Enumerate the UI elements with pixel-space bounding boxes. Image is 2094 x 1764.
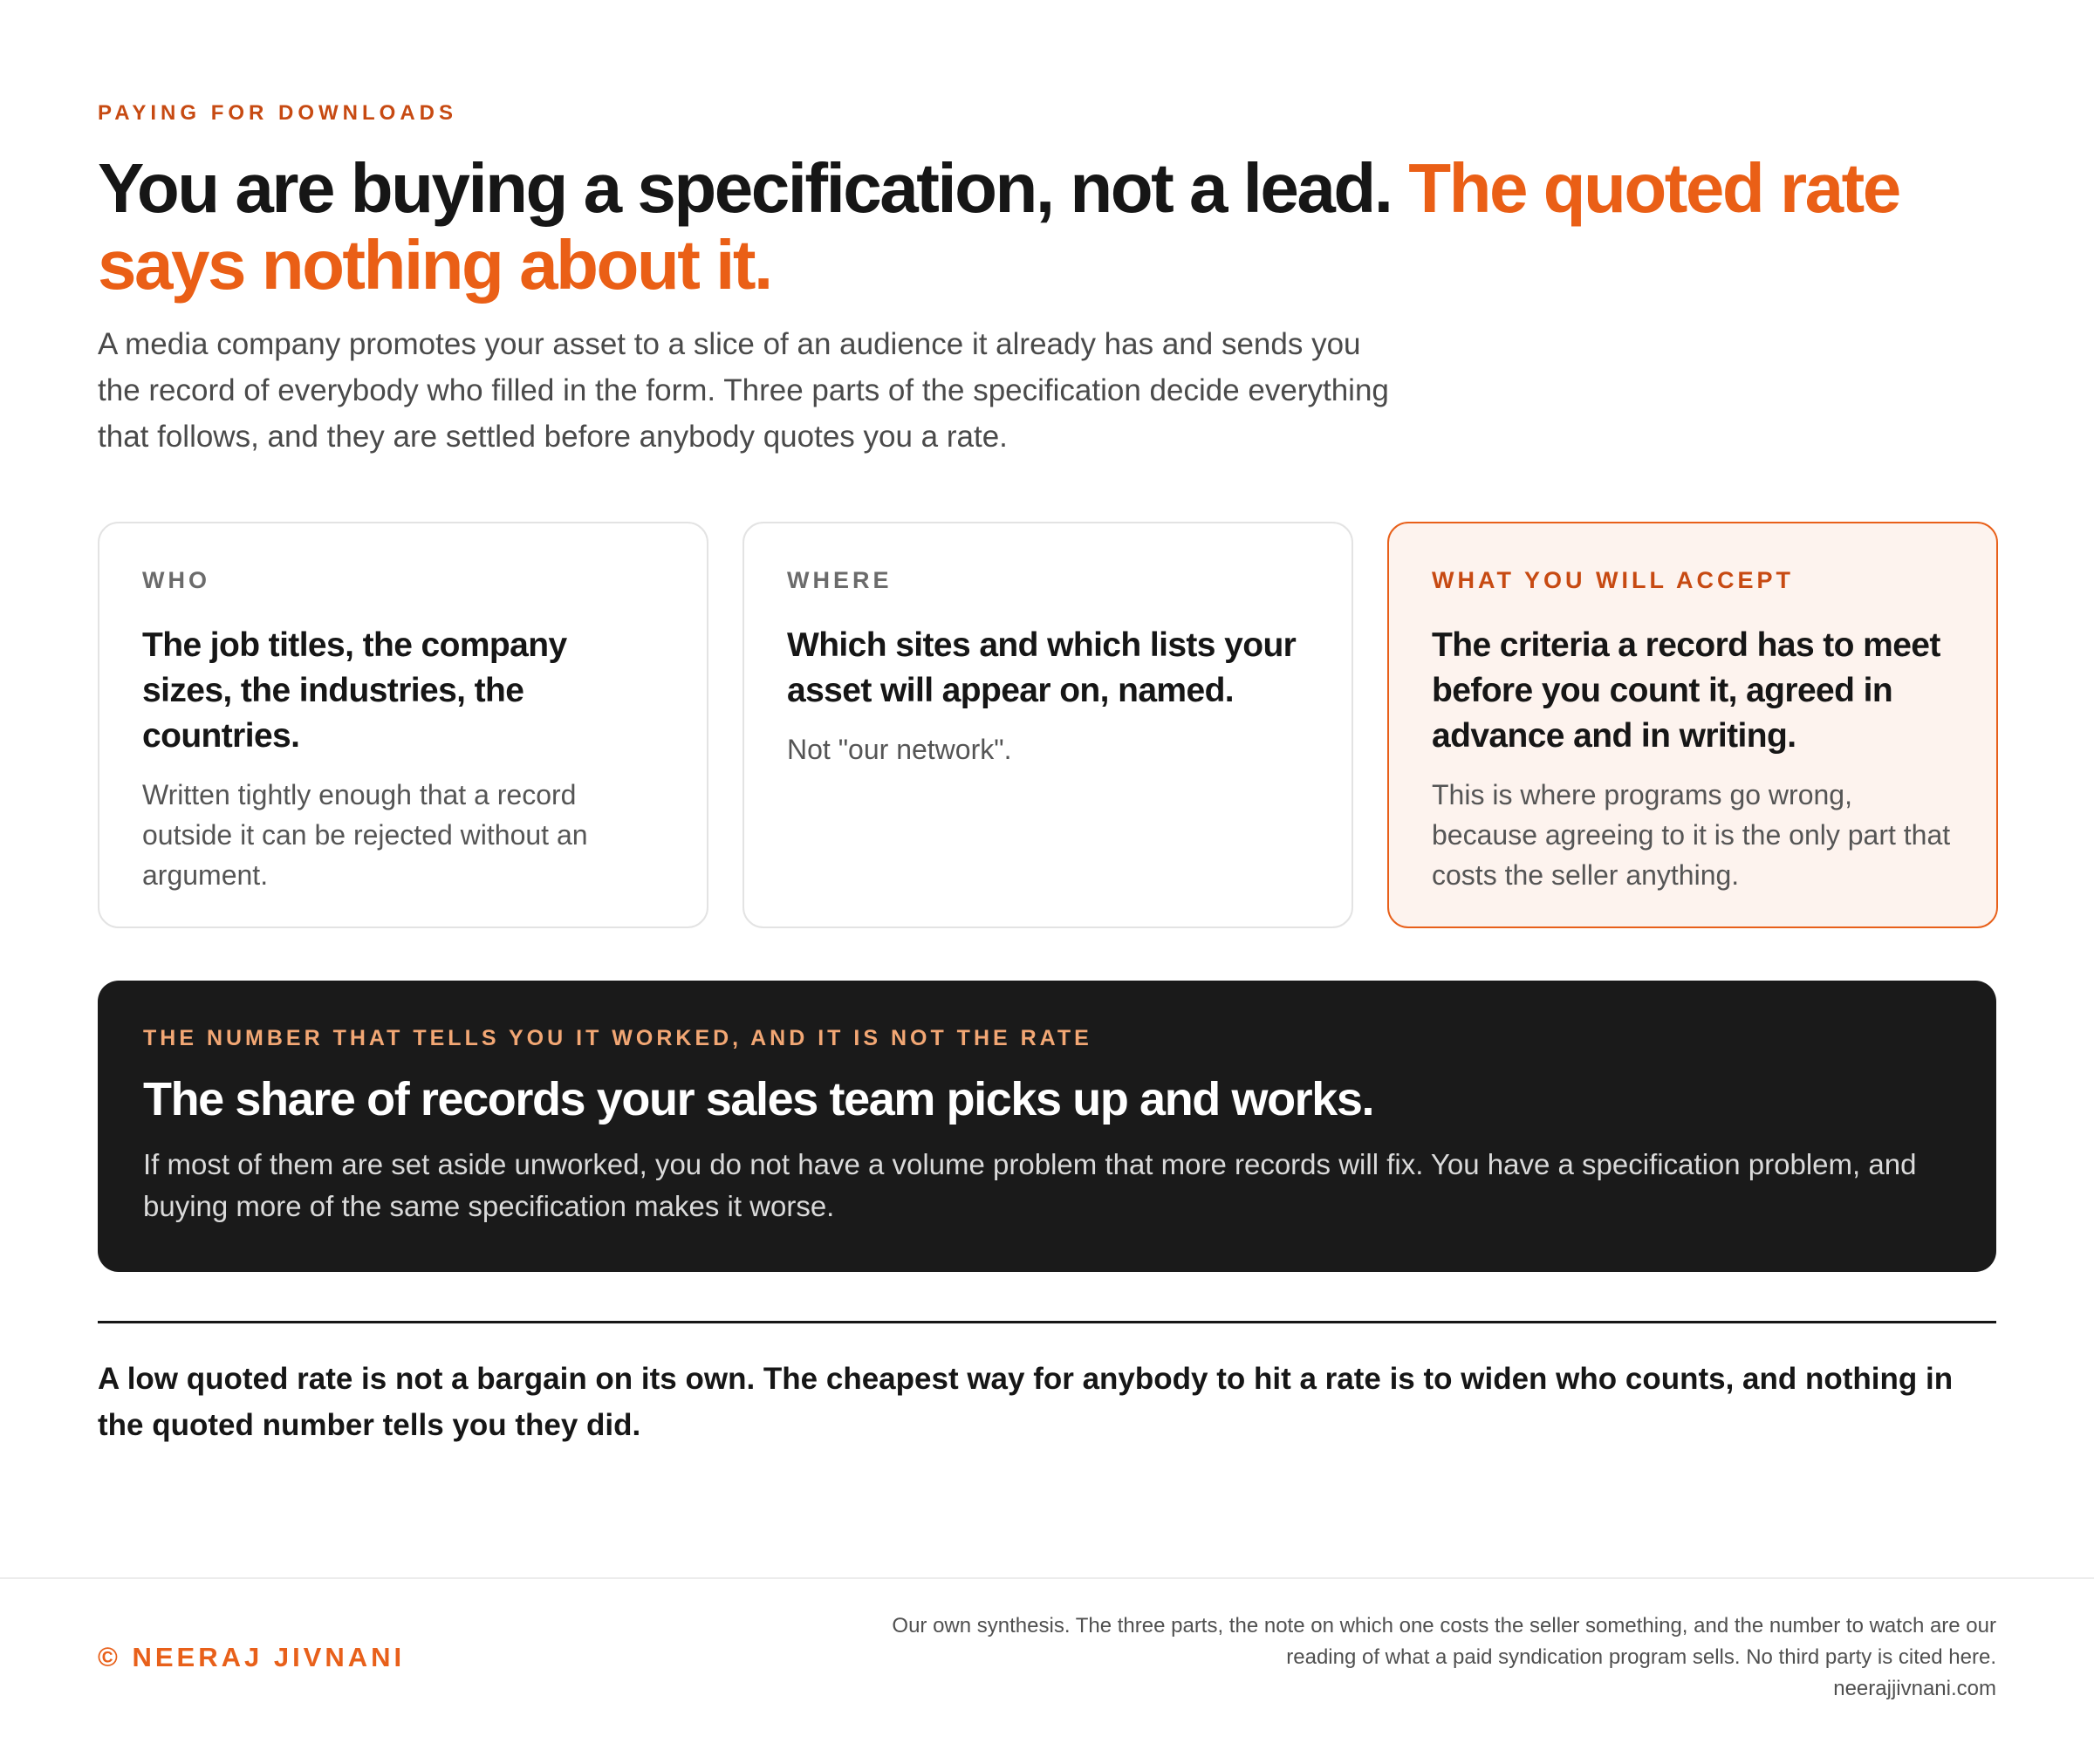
headline-main: You are buying a specification, not a lead. <box>98 149 1392 227</box>
page-headline <box>98 150 1996 304</box>
card-label: WHO <box>142 567 210 593</box>
footer-note-line: Our own synthesis. The three parts, the note on which one costs the seller something, and the number to watch are our <box>892 1614 1996 1638</box>
section-eyebrow: PAYING FOR DOWNLOADS <box>98 101 458 125</box>
closing-statement: A low quoted rate is not a bargain on its own. The cheapest way for anybody to hit a rate is to widen who counts, and nothing in the quoted number tells you they did. <box>98 1362 1954 1442</box>
card-title: The criteria a record has to meet before you count it, agreed in advance and in writing. <box>1432 626 1940 755</box>
card-body: Not "our network". <box>787 734 1012 765</box>
spec-card-where <box>742 522 1353 928</box>
section-divider <box>98 1321 1996 1323</box>
footer-divider <box>0 1577 2094 1579</box>
card-label: WHERE <box>787 567 893 593</box>
footer-note <box>722 1610 1996 1705</box>
card-label: WHAT YOU WILL ACCEPT <box>1432 567 1794 593</box>
card-title: The job titles, the company sizes, the industries, the countries. <box>142 626 567 755</box>
card-body: This is where programs go wrong, because agreeing to it is the only part that costs the seller anything. <box>1432 779 1951 891</box>
panel-eyebrow: THE NUMBER THAT TELLS YOU IT WORKED, AND IT IS NOT THE RATE <box>143 1026 1092 1050</box>
intro-paragraph: A media company promotes your asset to a slice of an audience it already has and sends you the record of everybody who filled in the form. Three parts of the specification decide everything that follows, and they are settled before anybody quotes you a rate. <box>98 327 1389 454</box>
spec-card-what-you-will-accept <box>1387 522 1998 928</box>
key-metric-panel <box>98 981 1996 1272</box>
headline-accent: The quoted rate says nothing about it. <box>98 149 1899 304</box>
card-body: Written tightly enough that a record outside it can be rejected without an argument. <box>142 779 588 891</box>
footer-site-link[interactable]: neerajjivnani.com <box>1833 1677 1996 1700</box>
spec-card-who <box>98 522 708 928</box>
footer-brand: © NEERAJ JIVNANI <box>98 1642 406 1672</box>
card-title: Which sites and which lists your asset will appear on, named. <box>787 626 1297 709</box>
panel-title: The share of records your sales team picks up and works. <box>143 1073 1374 1125</box>
panel-body: If most of them are set aside unworked, you do not have a volume problem that more records will fix. You have a specification problem, and buying more of the same specification makes it worse. <box>143 1148 1917 1222</box>
footer-note-line: reading of what a paid syndication program sells. No third party is cited here. <box>1286 1645 1996 1669</box>
